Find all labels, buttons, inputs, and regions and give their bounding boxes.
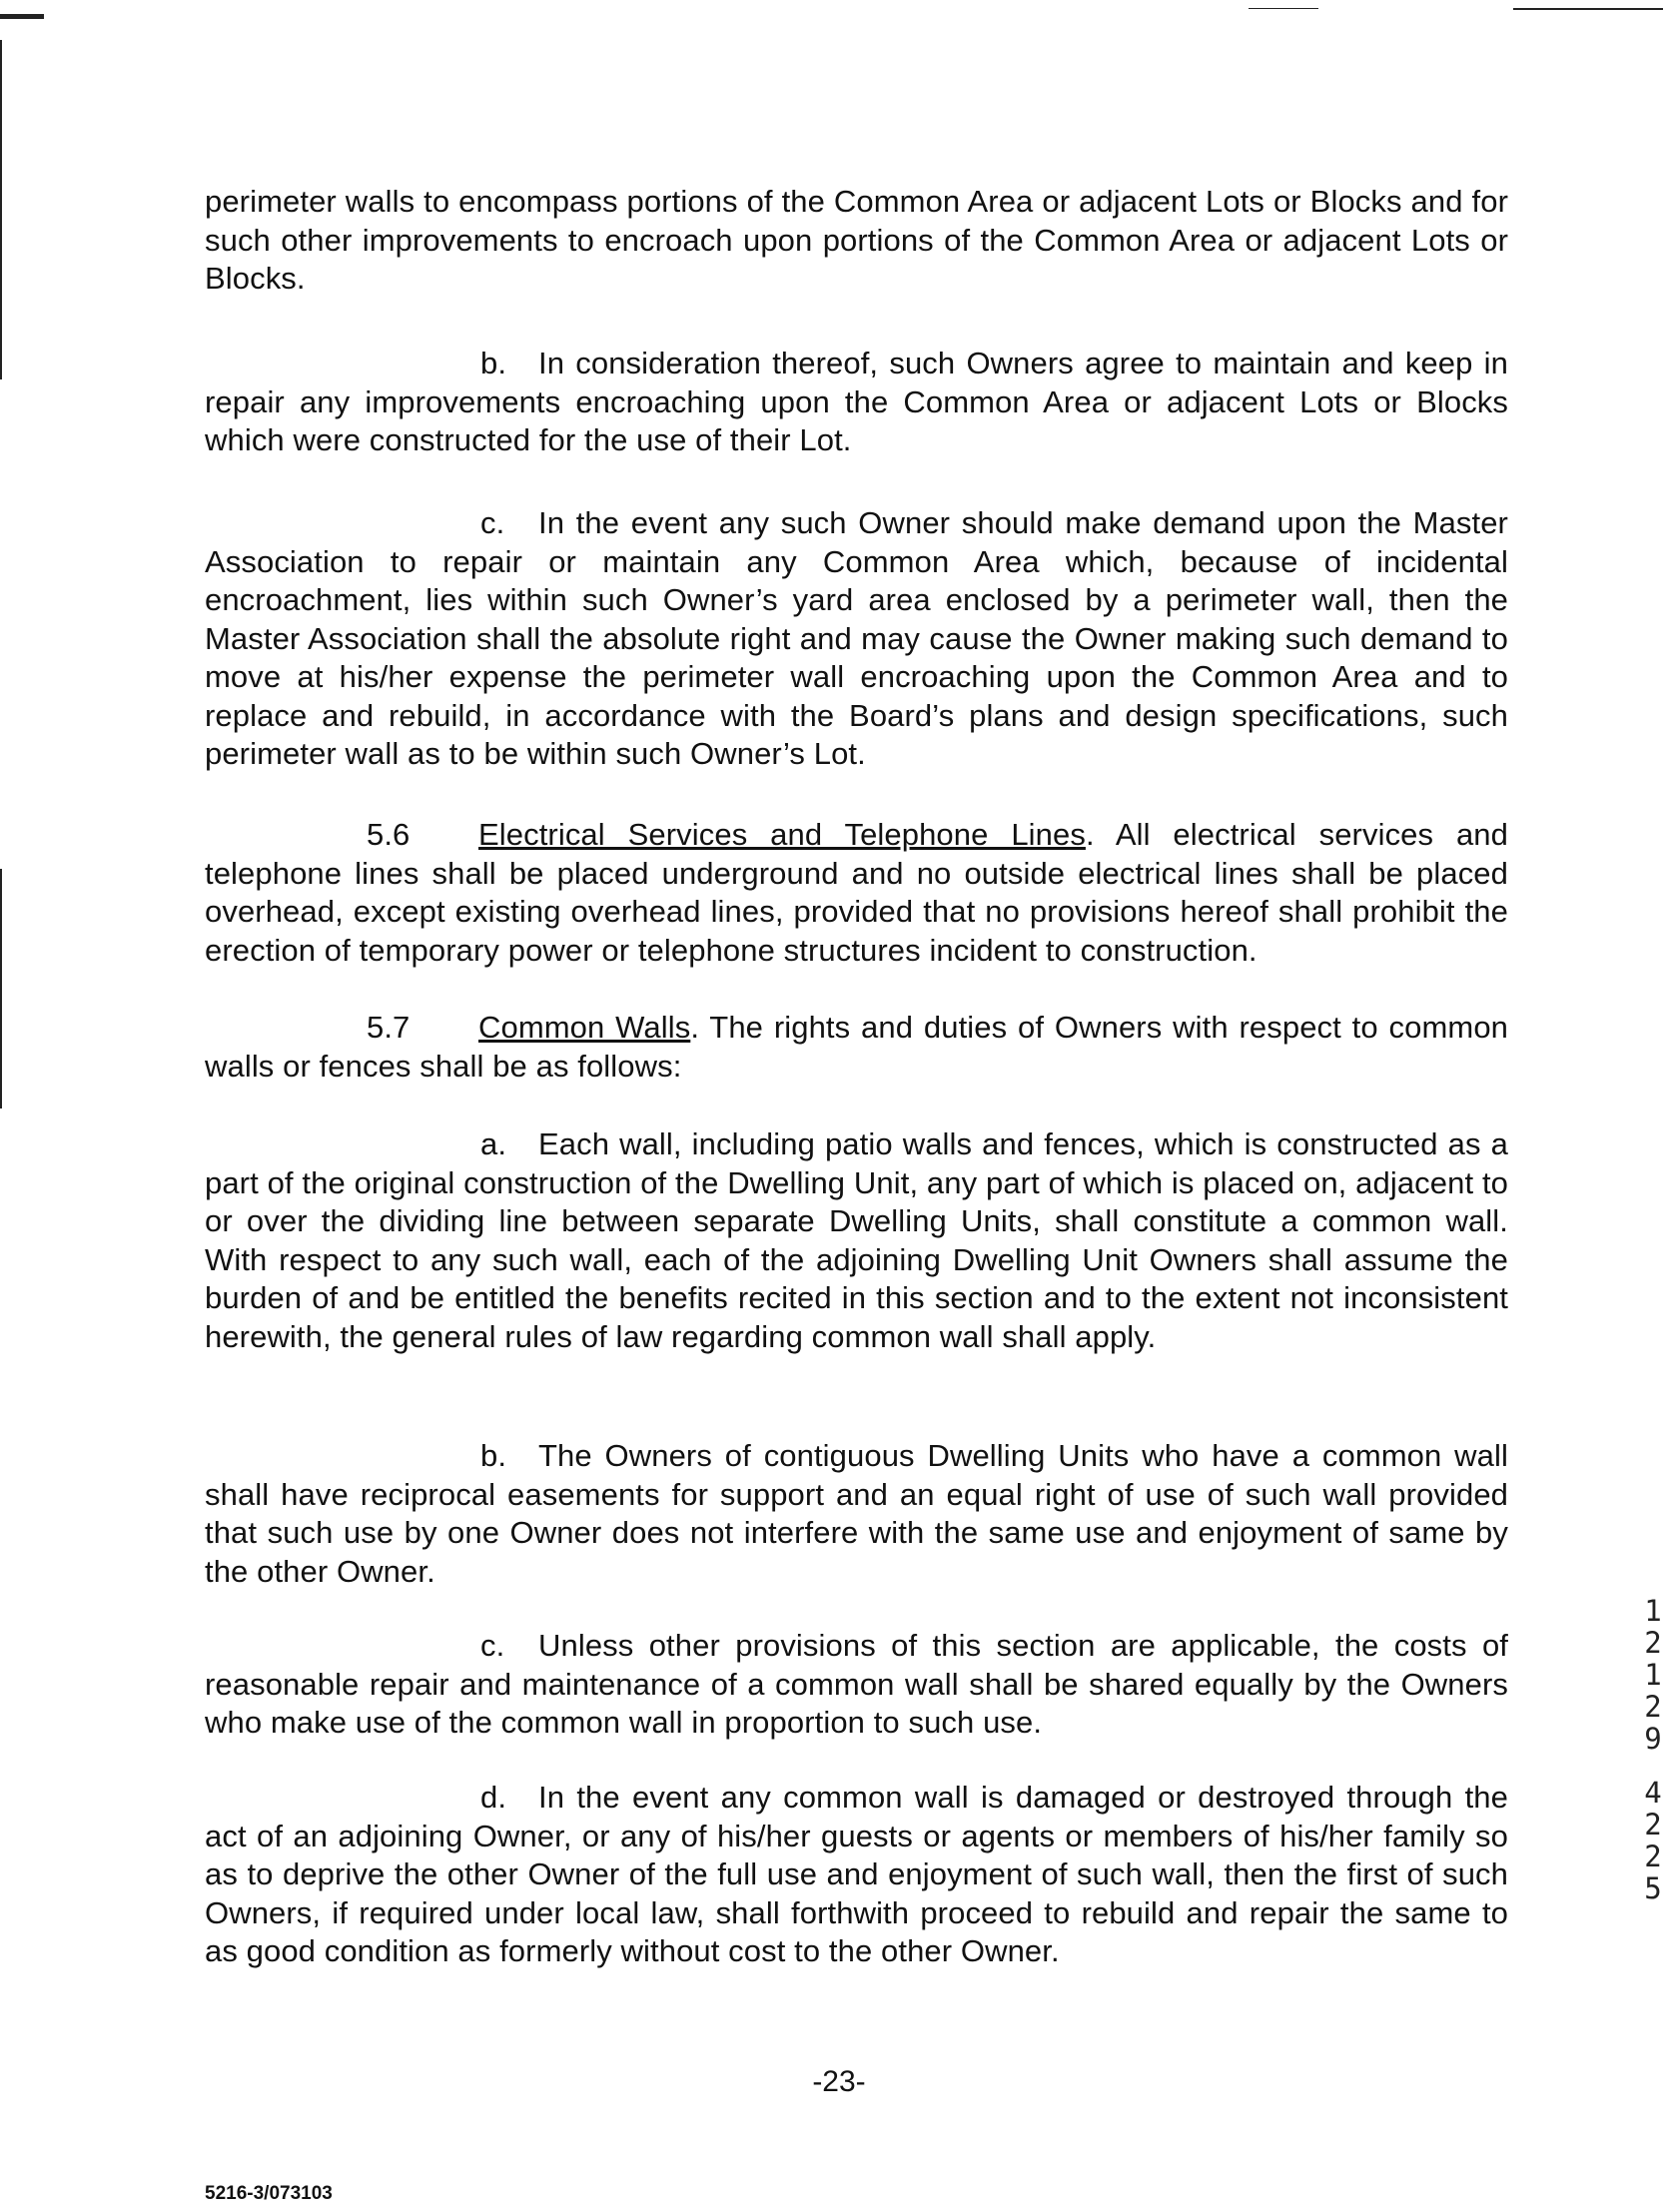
paragraph-label: c.: [480, 505, 505, 540]
scan-mark-left-edge: [0, 40, 2, 379]
scan-mark-top-center: [1249, 8, 1318, 9]
continuation-text: perimeter walls to encompass portions of the Common Area or adjacent Lots or Blocks and for such other improvements to encroach upon portions of the Common Area or adjacent Lots or Blocks.: [205, 184, 1508, 296]
paragraph-b-encroachment: [205, 345, 1508, 460]
document-code: 5216-3/073103: [205, 2183, 333, 2204]
paragraph-b-common-wall: [205, 1437, 1508, 1591]
stamp-digit: 2: [1644, 1690, 1662, 1724]
section-number: 5.6: [367, 817, 411, 852]
paragraph-c-encroachment: [205, 504, 1508, 774]
section-5-6: 5.6 Electrical Services and Telephone Lines. All electrical services and telephone lines shall be placed underground and no outside electrical lines shall be placed overhead, except existing overhead lines, provided that no provisions hereof shall prohibit the erection of temporary power or telephone structures incident to construction.: [205, 817, 1508, 968]
paragraph-text: In the event any common wall is damaged or destroyed through the act of an adjoining Owner, or any of his/her guests or agents or members of his/her family so as to deprive the other Owner of the full use and enjoyment of such wall, then the first of such Owners, if required under local law, shall forthwith proceed to rebuild and repair the same to as good condition as formerly without cost to the other Owner.: [205, 1780, 1508, 1968]
stamp-digit: 4: [1644, 1776, 1662, 1810]
paragraph-text: Each wall, including patio walls and fences, which is constructed as a part of the original construction of the Dwelling Unit, any part of which is placed on, adjacent to or over the dividing line between separate Dwelling Units, shall constitute a common wall. With respect to any such wall, each of the adjoining Dwelling Unit Owners shall assume the burden of and be entitled the benefits recited in this section and to the extent not inconsistent herewith, the general rules of law regarding common wall shall apply.: [205, 1126, 1508, 1354]
section-text: The rights and duties of Owners with respect to common walls or fences shall be as follows:: [205, 1010, 1509, 1084]
stamp-digit: 2: [1644, 1808, 1662, 1842]
stamp-digit: 1: [1644, 1658, 1662, 1692]
stamp-digit: 1: [1644, 1594, 1662, 1628]
paragraph-text: In consideration thereof, such Owners agree to maintain and keep in repair any improvements encroaching upon the Common Area or adjacent Lots or Blocks which were constructed for the use of their Lot.: [205, 346, 1508, 457]
paragraph-c-common-wall: [205, 1627, 1508, 1743]
paragraph-label: b.: [480, 346, 507, 380]
stamp-digit: 2: [1644, 1840, 1662, 1873]
scan-mark-top-right: [1513, 8, 1663, 10]
section-heading: Common Walls: [478, 1010, 691, 1045]
paragraph-text: In the event any such Owner should make demand upon the Master Association to repair or maintain any Common Area which, because of incidental encroachment, lies within such Owner’s yard area enclosed by a perimeter wall, then the Master Association shall the absolute right and may cause the Owner making such demand to move at his/her expense the perimeter wall encroaching upon the Common Area and to replace and rebuild, in accordance with the Board’s plans and design specifications, such perimeter wall as to be within such Owner’s Lot.: [205, 505, 1508, 771]
paragraph-d-common-wall: [205, 1779, 1508, 1971]
paragraph-label: d.: [480, 1780, 507, 1815]
section-text: All electrical services and telephone lines shall be placed underground and no outside electrical lines shall be placed overhead, except existing overhead lines, provided that no provisions hereof shall prohibit the erection of temporary power or telephone structures incident to construction.: [205, 817, 1508, 968]
scan-mark-left-edge-lower: [0, 869, 2, 1108]
paragraph-label: b.: [480, 1438, 507, 1473]
section-number: 5.7: [367, 1010, 411, 1045]
paragraph-a-common-wall: [205, 1125, 1508, 1356]
paragraph-text: The Owners of contiguous Dwelling Units who have a common wall shall have reciprocal easements for support and an equal right of use of such wall provided that such use by one Owner does not interfere with the same use and enjoyment of same by the other Owner.: [205, 1438, 1508, 1589]
side-recording-number: [1640, 1595, 1666, 1904]
stamp-digit: 9: [1644, 1722, 1662, 1756]
paragraph-text: Unless other provisions of this section are applicable, the costs of reasonable repair and maintenance of a common wall shall be shared equally by the Owners who make use of the common wall in proportion to such use.: [205, 1628, 1508, 1740]
stamp-digit: 5: [1644, 1871, 1662, 1905]
stamp-digit: 2: [1644, 1626, 1662, 1660]
continuation-paragraph: [205, 183, 1508, 299]
scan-mark-top-left: [0, 14, 44, 19]
page-number: -23-: [812, 2065, 866, 2098]
paragraph-label: a.: [480, 1126, 507, 1161]
section-5-7: 5.7 Common Walls. The rights and duties of Owners with respect to common walls or fences shall be as follows:: [205, 1010, 1509, 1084]
paragraph-label: c.: [480, 1628, 505, 1663]
section-heading: Electrical Services and Telephone Lines: [478, 817, 1086, 852]
